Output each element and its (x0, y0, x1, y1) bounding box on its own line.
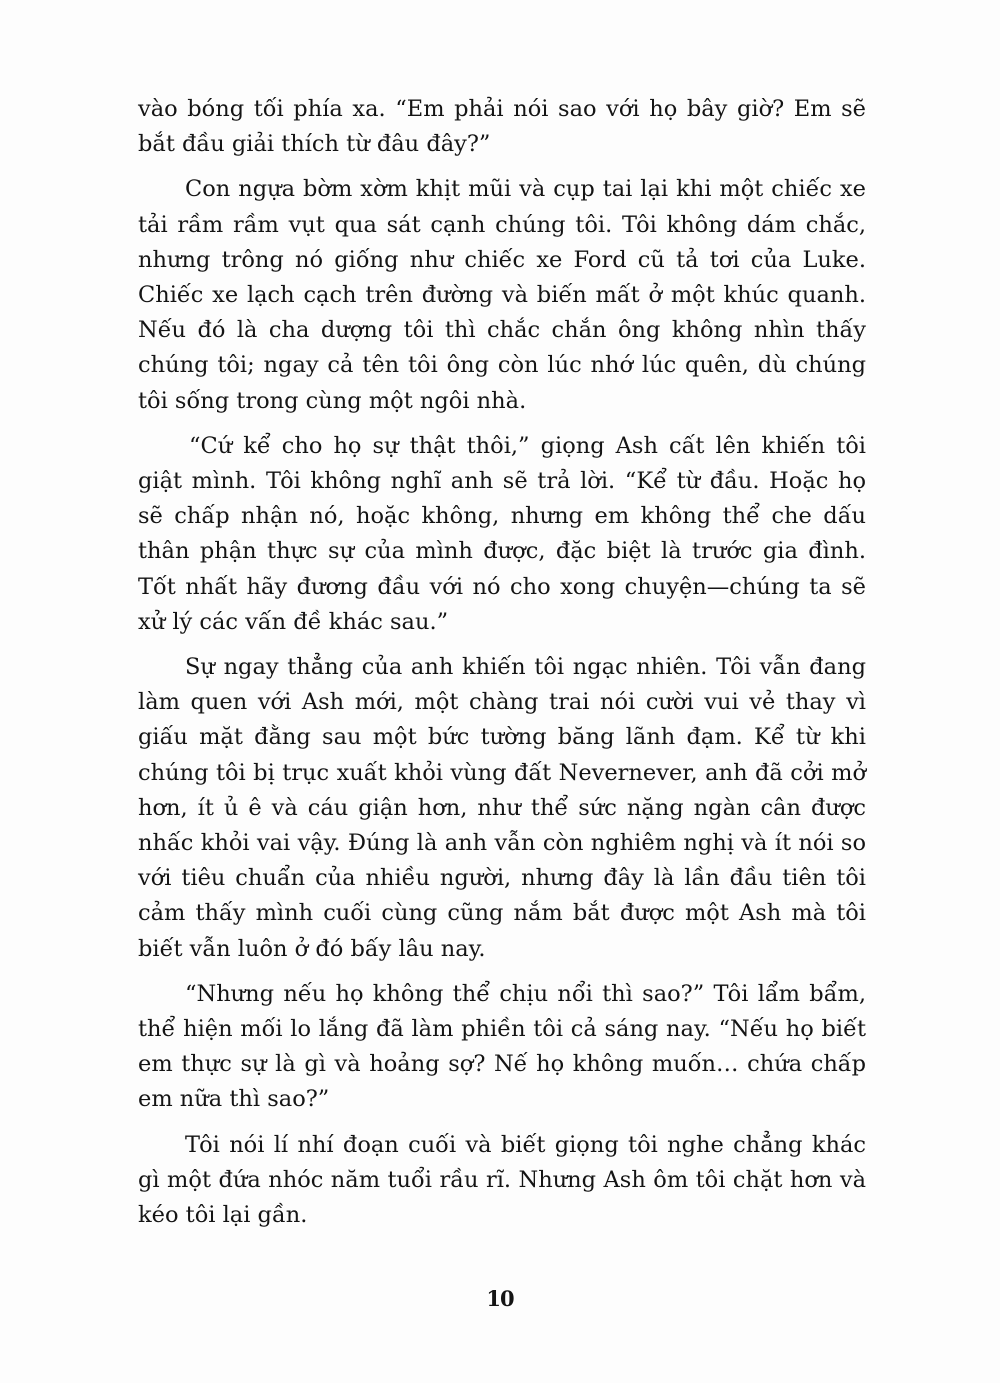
paragraph-6: Tôi nói lí nhí đoạn cuối và biết giọng tôi nghe chẳng khác gì một đứa nhóc năm tuổi rầu rĩ. Nhưng Ash ôm tôi chặt hơn và kéo tôi lại gần. (138, 1131, 866, 1229)
paragraph-3: “Cứ kể cho họ sự thật thôi,” giọng Ash cất lên khiến tôi giật mình. Tôi không nghĩ anh sẽ trả lời. “Kể từ đầu. Hoặc họ sẽ chấp nhận nó, hoặc không, nhưng em không thể che dấu thân phận thực sự của mình được, đặc biệt là trước gia đình. Tốt nhất hãy đương đầu với nó cho xong chuyện—chúng ta sẽ xử lý các vấn đề khác sau.” (138, 432, 866, 635)
body-text (138, 92, 866, 1243)
paragraph-1: vào bóng tối phía xa. “Em phải nói sao với họ bây giờ? Em sẽ bắt đầu giải thích từ đâu đây?” (138, 96, 866, 158)
paragraph-2: Con ngựa bờm xờm khịt mũi và cụp tai lại khi một chiếc xe tải rầm rầm vụt qua sát cạnh chúng tôi. Tôi không dám chắc, nhưng trông nó giống như chiếc xe Ford cũ tả tơi của Luke. Chiếc xe lạch cạch trên đường và biến mất ở một khúc quanh. Nếu đó là cha dượng tôi thì chắc chắn ông không nhìn thấy chúng tôi; ngay cả tên tôi ông còn lúc nhớ lúc quên, dù chúng tôi sống trong cùng một ngôi nhà. (138, 176, 866, 414)
paragraph-5: “Nhưng nếu họ không thể chịu nổi thì sao?” Tôi lẩm bẩm, thể hiện mối lo lắng đã làm phiền tôi cả sáng nay. “Nếu họ biết em thực sự là gì và hoảng sợ? Nế họ không muốn… chứa chấp em nữa thì sao?” (138, 980, 866, 1113)
paragraph-4: Sự ngay thẳng của anh khiến tôi ngạc nhiên. Tôi vẫn đang làm quen với Ash mới, một chàng trai nói cười vui vẻ thay vì giấu mặt đằng sau một bức tường băng lãnh đạm. Kể từ khi chúng tôi bị trục xuất khỏi vùng đất Nevernever, anh đã cởi mở hơn, ít ủ ê và cáu giận hơn, như thể sức nặng ngàn cân được nhấc khỏi vai vậy. Đúng là anh vẫn còn nghiêm nghị và ít nói so với tiêu chuẩn của nhiều người, nhưng đây là lần đầu tiên tôi cảm thấy mình cuối cùng cũng nắm bắt được một Ash mà tôi biết vẫn luôn ở đó bấy lâu nay. (138, 654, 866, 962)
page-number: 10 (486, 1286, 514, 1311)
